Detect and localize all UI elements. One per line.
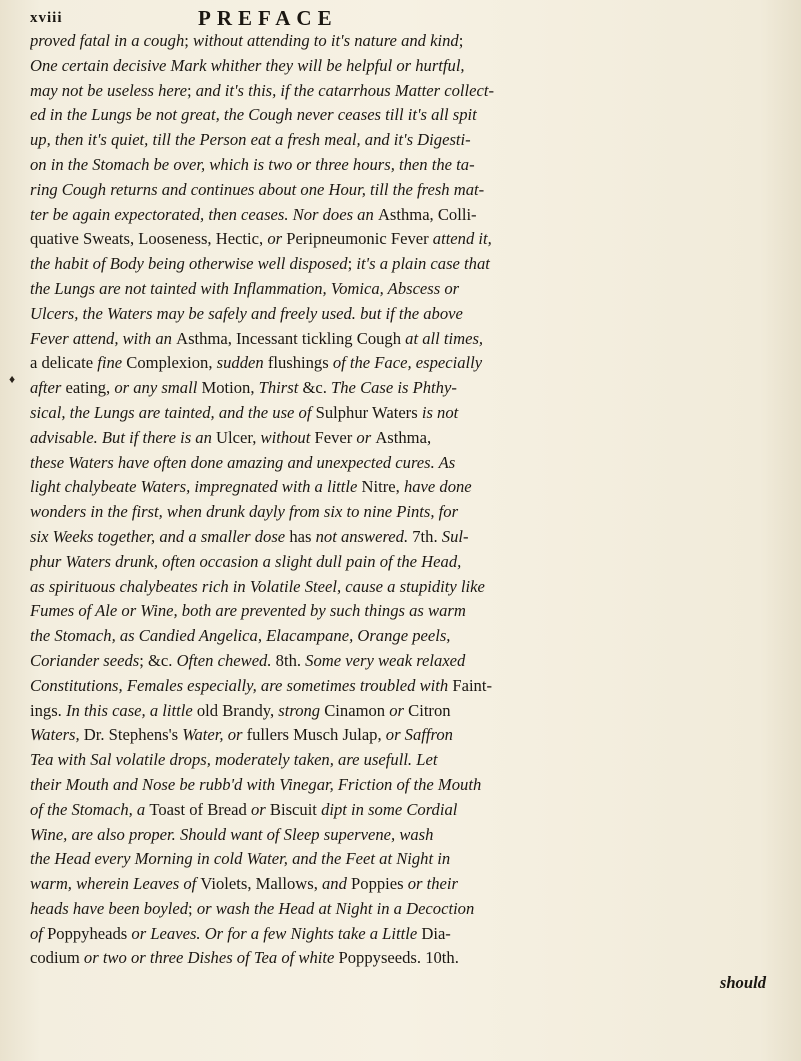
- italic-text-run: or their: [407, 874, 458, 894]
- italic-text-run: Waters,: [30, 725, 84, 745]
- roman-text-run: Dr. Stephens's: [83, 725, 183, 745]
- italic-text-run: or any small: [114, 378, 202, 398]
- text-line: [30, 674, 770, 699]
- roman-text-run: fullers Musch Julap,: [246, 725, 386, 745]
- italic-text-run: One certain decisive Mark whither they will be helpful or hurtful,: [30, 55, 465, 75]
- text-line: [30, 103, 770, 128]
- italic-text-run: the Head every Morning in cold Water, and the Feet at Night in: [30, 849, 451, 869]
- roman-text-run: a delicate: [30, 353, 98, 373]
- italic-text-run: proved fatal in a cough: [30, 31, 185, 50]
- text-line: [30, 227, 770, 252]
- italic-text-run: Coriander seeds: [30, 650, 140, 670]
- roman-text-run: has: [289, 526, 316, 546]
- text-line: [30, 525, 770, 550]
- roman-text-run: 7th.: [412, 526, 442, 546]
- roman-text-run: Complexion,: [126, 353, 217, 373]
- roman-text-run: Nitre,: [361, 477, 404, 497]
- italic-text-run: up, then it's quiet, till the Person eat a fresh meal, and it's Digesti-: [30, 130, 471, 150]
- italic-text-run: the Lungs are not tainted with Inflammation, Vomica, Abscess or: [30, 278, 460, 298]
- italic-text-run: ed in the Lungs be not great, the Cough never ceases till it's all spit: [30, 105, 477, 125]
- text-line: [30, 401, 770, 426]
- page-number: xviii: [30, 10, 63, 26]
- italic-text-run: or: [267, 229, 287, 249]
- text-line: [30, 54, 770, 79]
- roman-text-run: Poppyseeds.: [338, 948, 426, 968]
- italic-text-run: the habit of Body being otherwise well disposed: [30, 254, 348, 274]
- italic-text-run: is not: [421, 402, 459, 422]
- italic-text-run: after: [30, 378, 66, 398]
- text-line: [30, 426, 770, 451]
- italic-text-run: and: [322, 874, 352, 894]
- italic-text-run: dipt in some Cordial: [321, 799, 458, 819]
- roman-text-run: Sulphur Waters: [315, 402, 422, 422]
- roman-text-run: Peripneumonic Fever: [286, 229, 433, 249]
- italic-text-run: as spirituous chalybeates rich in Volatile Steel, cause a stupidity like: [30, 576, 485, 596]
- roman-text-run: Faint-: [452, 675, 492, 695]
- text-line: [30, 575, 770, 600]
- text-line: [30, 475, 770, 500]
- text-line: [30, 823, 770, 848]
- italic-text-run: without attending to it's nature and kind: [193, 31, 459, 50]
- italic-text-run: The Case is Phthy-: [331, 378, 457, 398]
- text-line: [30, 500, 770, 525]
- italic-text-run: fine: [97, 353, 127, 373]
- roman-text-run: codium: [30, 948, 84, 968]
- text-line: [30, 649, 770, 674]
- italic-text-run: and it's this, if the catarrhous Matter collect-: [195, 80, 494, 100]
- italic-text-run: Constitutions, Females especially, are sometimes troubled with: [30, 675, 453, 695]
- italic-text-run: Water, or: [182, 725, 247, 745]
- roman-text-run: ; &c.: [139, 650, 177, 670]
- roman-text-run: Motion,: [201, 378, 259, 398]
- roman-text-run: Poppyheads: [47, 923, 132, 943]
- italic-text-run: their Mouth and Nose be rubb'd with Vinegar, Friction of the Mouth: [30, 774, 482, 794]
- roman-text-run: ;: [188, 898, 197, 918]
- text-line: [30, 922, 770, 947]
- catchword: should: [719, 973, 766, 993]
- roman-text-run: Biscuit: [269, 799, 322, 819]
- italic-text-run: advisable. But if there is an: [30, 427, 217, 447]
- italic-text-run: Often chewed.: [176, 650, 276, 670]
- italic-text-run: Some very weak relaxed: [305, 650, 466, 670]
- italic-text-run: or wash the Head at Night in a Decoction: [196, 898, 475, 918]
- italic-text-run: ring Cough returns and continues about one Hour, till the fresh mat-: [30, 179, 485, 199]
- italic-text-run: of the Face, especially: [332, 353, 483, 373]
- italic-text-run: of the Stomach, a: [30, 799, 150, 819]
- italic-text-run: Sul-: [441, 526, 469, 546]
- margin-bullet-mark: ♦: [9, 372, 16, 386]
- text-line: [30, 203, 770, 228]
- italic-text-run: Thirst: [258, 378, 303, 398]
- running-head: PREFACE: [198, 6, 338, 30]
- italic-text-run: have done: [403, 477, 472, 497]
- italic-text-run: attend it,: [432, 229, 492, 249]
- italic-text-run: heads have been boyled: [30, 898, 189, 918]
- italic-text-run: not answered.: [315, 526, 413, 546]
- roman-text-run: ;: [347, 254, 357, 274]
- text-line: [30, 451, 770, 476]
- text-line: [30, 302, 770, 327]
- italic-text-run: Ulcers, the Waters may be safely and freely used. but if the above: [30, 303, 463, 323]
- italic-text-run: Fumes of Ale or Wine, both are prevented by such things as warm: [30, 601, 466, 621]
- roman-text-run: Ulcer,: [216, 427, 261, 447]
- italic-text-run: or: [356, 427, 376, 447]
- italic-text-run: or Saffron: [385, 725, 453, 745]
- roman-text-run: Citron: [408, 700, 451, 720]
- text-line: [30, 723, 770, 748]
- text-line: [30, 153, 770, 178]
- italic-text-run: sical, the Lungs are tainted, and the use of: [30, 402, 316, 422]
- italic-text-run: or: [389, 700, 409, 720]
- roman-text-run: ;: [184, 31, 194, 50]
- italic-text-run: on in the Stomach be over, which is two or three hours, then the ta-: [30, 154, 475, 174]
- roman-text-run: Asthma, Incessant tickling Cough: [176, 328, 406, 348]
- italic-text-run: sudden: [216, 353, 268, 373]
- body-text: [30, 29, 770, 996]
- italic-text-run: the Stomach, as Candied Angelica, Elacampane, Orange peels,: [30, 626, 451, 646]
- italic-text-run: In this case, a little: [65, 700, 197, 720]
- text-line: [30, 773, 770, 798]
- text-line: [30, 178, 770, 203]
- text-line: [30, 599, 770, 624]
- roman-text-run: flushings: [267, 353, 333, 373]
- italic-text-run: strong: [278, 700, 325, 720]
- roman-text-run: 10th.: [425, 948, 459, 968]
- roman-text-run: Violets, Mallows,: [200, 874, 322, 894]
- roman-text-run: Cinamon: [324, 700, 390, 720]
- italic-text-run: of: [30, 923, 48, 943]
- italic-text-run: or Leaves. Or for a few Nights take a Little: [131, 923, 422, 943]
- italic-text-run: Fever attend, with an: [30, 328, 177, 348]
- italic-text-run: Tea with Sal volatile drops, moderately taken, are usefull. Let: [30, 750, 438, 770]
- italic-text-run: Wine, are also proper. Should want of Sleep supervene, wash: [30, 824, 434, 844]
- roman-text-run: ings.: [30, 700, 66, 720]
- text-line: [30, 624, 770, 649]
- text-line: [30, 252, 770, 277]
- text-line: [30, 550, 770, 575]
- text-line: [30, 748, 770, 773]
- text-line: [30, 872, 770, 897]
- roman-text-run: Dia-: [421, 923, 451, 943]
- text-line: [30, 376, 770, 401]
- italic-text-run: without: [260, 427, 315, 447]
- italic-text-run: warm, wherein Leaves of: [30, 874, 201, 894]
- italic-text-run: may not be useless here: [30, 80, 187, 100]
- roman-text-run: Asthma,: [375, 427, 432, 447]
- text-line: [30, 798, 770, 823]
- italic-text-run: wonders in the first, when drunk dayly from six to nine Pints, for: [30, 502, 459, 522]
- text-line: [30, 128, 770, 153]
- text-line: [30, 79, 770, 104]
- roman-text-run: Poppies: [351, 874, 408, 894]
- roman-text-run: Fever: [314, 427, 357, 447]
- roman-text-run: &c.: [302, 378, 332, 398]
- roman-text-run: eating,: [65, 378, 115, 398]
- text-line: [30, 327, 770, 352]
- italic-text-run: six Weeks together, and a smaller dose: [30, 526, 290, 546]
- roman-text-run: 8th.: [275, 650, 306, 670]
- roman-text-run: Toast of Bread: [149, 799, 251, 819]
- italic-text-run: or two or three Dishes of Tea of white: [83, 948, 339, 968]
- italic-text-run: or: [250, 799, 270, 819]
- roman-text-run: quative Sweats, Looseness, Hectic,: [30, 229, 268, 249]
- text-line: [30, 29, 770, 54]
- roman-text-run: ;: [458, 31, 464, 50]
- roman-text-run: Asthma, Colli-: [377, 204, 477, 224]
- roman-text-run: old Brandy,: [196, 700, 279, 720]
- text-line: [30, 946, 770, 971]
- text-line: [30, 897, 770, 922]
- text-line: [30, 699, 770, 724]
- roman-text-run: ;: [186, 80, 196, 100]
- text-line: [30, 847, 770, 872]
- italic-text-run: ter be again expectorated, then ceases. Nor does an: [30, 204, 378, 224]
- text-line: [30, 351, 770, 376]
- italic-text-run: it's a plain case that: [356, 254, 490, 274]
- italic-text-run: these Waters have often done amazing and unexpected cures. As: [30, 452, 456, 472]
- italic-text-run: phur Waters drunk, often occasion a slight dull pain of the Head,: [30, 551, 462, 571]
- italic-text-run: at all times,: [405, 328, 484, 348]
- text-line: [30, 277, 770, 302]
- italic-text-run: light chalybeate Waters, impregnated with a little: [30, 477, 362, 497]
